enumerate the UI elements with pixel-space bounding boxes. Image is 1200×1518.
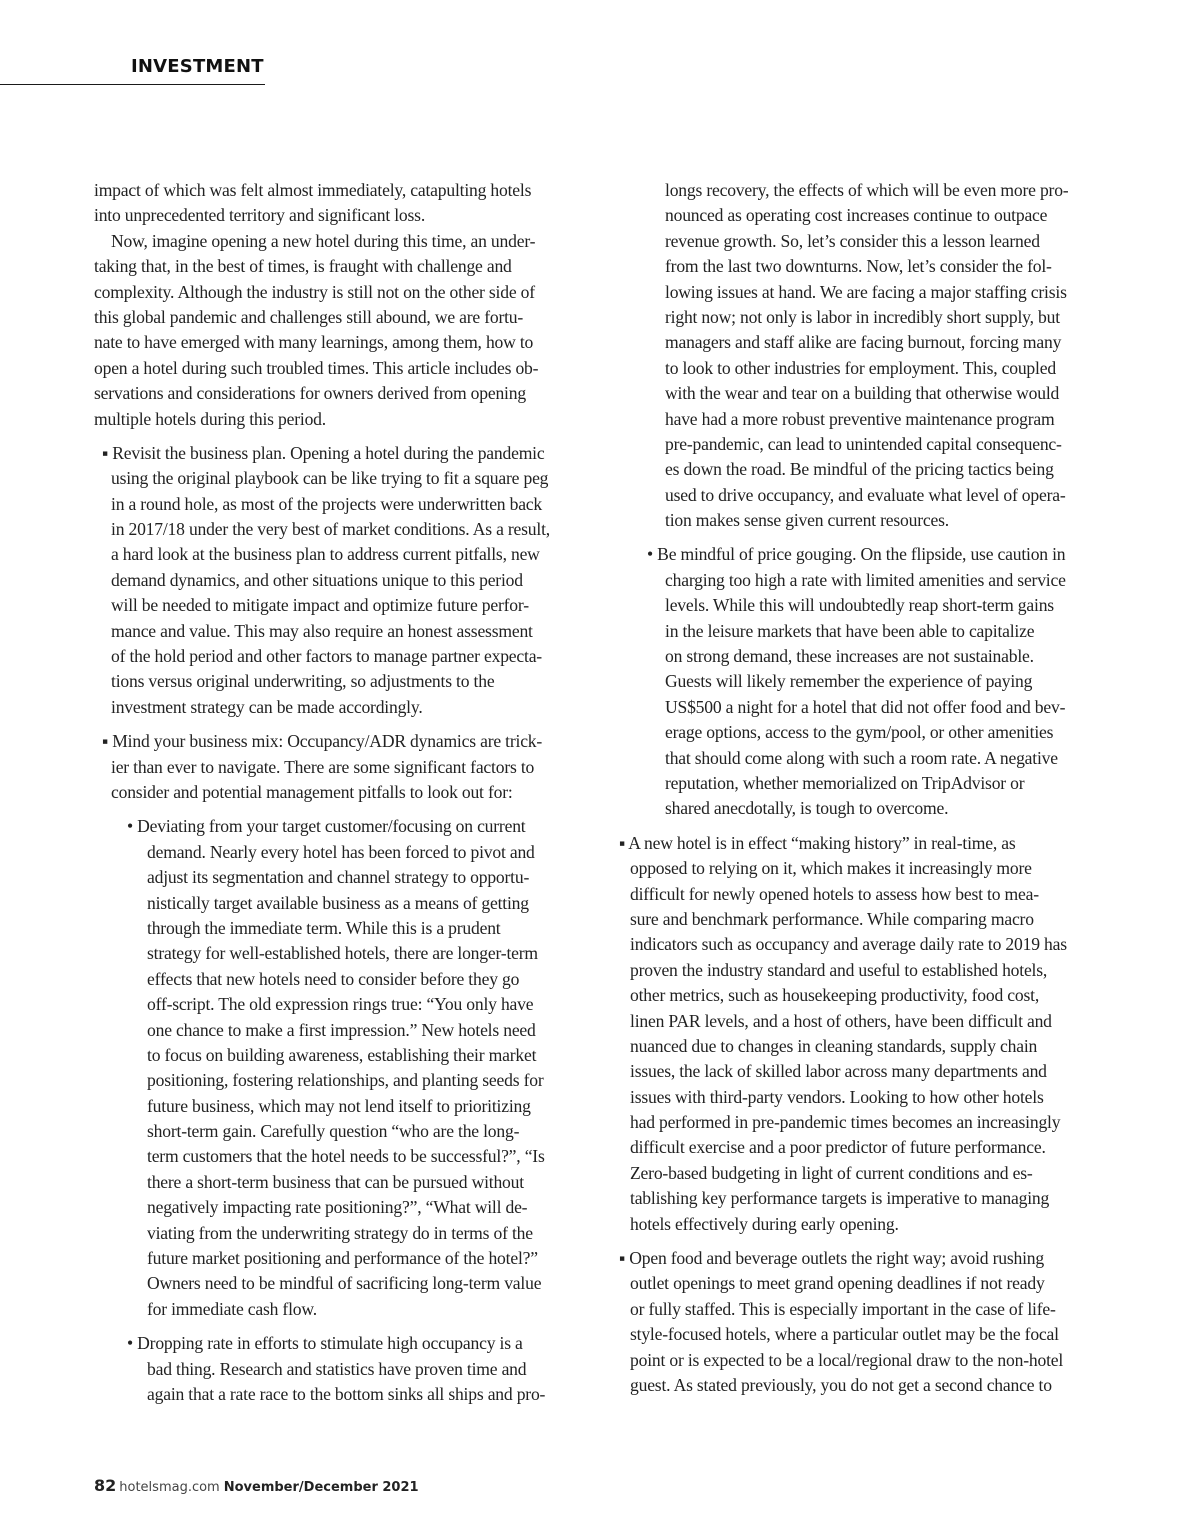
text-line: used to drive occupancy, and evaluate what level of opera- bbox=[665, 484, 1066, 505]
text-line: difficult for newly opened hotels to assess how best to mea- bbox=[630, 883, 1039, 904]
text-line: taking that, in the best of times, is fraught with challenge and bbox=[94, 256, 512, 277]
text-line: lowing issues at hand. We are facing a major staffing crisis bbox=[665, 281, 1067, 302]
text-line: mance and value. This may also require an honest assessment bbox=[111, 620, 533, 641]
text-line: ▪ Mind your business mix: Occupancy/ADR dynamics are trick- bbox=[102, 731, 543, 752]
text-line: or fully staffed. This is especially important in the case of life- bbox=[630, 1298, 1056, 1319]
text-line: effects that new hotels need to consider before they go bbox=[147, 968, 520, 989]
text-line: managers and staff alike are facing burnout, forcing many bbox=[665, 332, 1062, 353]
text-line: future business, which may not lend itself to prioritizing bbox=[147, 1095, 531, 1116]
section-label: INVESTMENT bbox=[131, 56, 264, 77]
text-line: strategy for well-established hotels, there are longer-term bbox=[147, 943, 538, 964]
text-line: for immediate cash flow. bbox=[147, 1298, 317, 1319]
text-line: nuanced due to changes in cleaning standards, supply chain bbox=[630, 1035, 1038, 1056]
text-line: charging too high a rate with limited amenities and service bbox=[665, 569, 1066, 590]
page-footer bbox=[94, 1476, 419, 1495]
text-line: revenue growth. So, let’s consider this a lesson learned bbox=[665, 230, 1040, 251]
text-line: pre-pandemic, can lead to unintended capital consequenc- bbox=[665, 433, 1062, 454]
text-line: linen PAR levels, and a host of others, have been difficult and bbox=[630, 1010, 1052, 1031]
text-line: that should come along with such a room rate. A negative bbox=[665, 747, 1058, 768]
text-line: consider and potential management pitfalls to look out for: bbox=[111, 781, 513, 802]
text-line: Guests will likely remember the experience of paying bbox=[665, 671, 1033, 692]
text-line: multiple hotels during this period. bbox=[94, 408, 326, 429]
text-line: tions versus original underwriting, so adjustments to the bbox=[111, 671, 495, 692]
text-line: ▪ A new hotel is in effect “making history” in real-time, as bbox=[619, 832, 1016, 853]
text-line: US$500 a night for a hotel that did not offer food and bev- bbox=[665, 696, 1066, 717]
text-line: had performed in pre-pandemic times becomes an increasingly bbox=[630, 1112, 1061, 1133]
section-header bbox=[0, 56, 265, 85]
text-line: viating from the underwriting strategy do in terms of the bbox=[147, 1222, 533, 1243]
paragraph-gap bbox=[94, 805, 612, 814]
text-line: open a hotel during such troubled times. This article includes ob- bbox=[94, 357, 539, 378]
text-line: using the original playbook can be like trying to fit a square peg bbox=[111, 468, 549, 489]
text-line: • Deviating from your target customer/focusing on current bbox=[127, 816, 526, 837]
paragraph-gap bbox=[94, 432, 612, 441]
footer-issue: November/December 2021 bbox=[223, 1480, 419, 1495]
text-line: demand. Nearly every hotel has been forced to pivot and bbox=[147, 841, 535, 862]
text-line: short-term gain. Carefully question “who are the long- bbox=[147, 1121, 520, 1142]
text-line: term customers that the hotel needs to be successful?”, “Is bbox=[147, 1146, 545, 1167]
text-line: off-script. The old expression rings true: “You only have bbox=[147, 994, 534, 1015]
text-line: have had a more robust preventive maintenance program bbox=[665, 408, 1055, 429]
text-line: positioning, fostering relationships, and planting seeds for bbox=[147, 1070, 544, 1091]
text-line: style-focused hotels, where a particular outlet may be the focal bbox=[630, 1324, 1059, 1345]
text-line: negatively impacting rate positioning?”, “What will de- bbox=[147, 1197, 528, 1218]
text-line: nounced as operating cost increases continue to outpace bbox=[665, 205, 1048, 226]
footer-site: hotelsmag.com bbox=[119, 1480, 220, 1495]
text-line: levels. While this will undoubtedly reap short-term gains bbox=[665, 595, 1054, 616]
text-line: Zero-based budgeting in light of current conditions and es- bbox=[630, 1162, 1033, 1183]
text-line: • Dropping rate in efforts to stimulate high occupancy is a bbox=[127, 1333, 523, 1354]
text-line: • Be mindful of price gouging. On the flipside, use caution in bbox=[647, 544, 1066, 565]
text-line: indicators such as occupancy and average daily rate to 2019 has bbox=[630, 934, 1067, 955]
text-line: guest. As stated previously, you do not get a second chance to bbox=[630, 1374, 1052, 1395]
text-line: to focus on building awareness, establishing their market bbox=[147, 1044, 537, 1065]
text-line: a hard look at the business plan to address current pitfalls, new bbox=[111, 544, 540, 565]
text-line: there a short-term business that can be pursued without bbox=[147, 1171, 524, 1192]
paragraph-gap bbox=[619, 533, 1109, 542]
paragraph-gap bbox=[94, 1322, 612, 1331]
paragraph-gap bbox=[619, 1237, 1109, 1246]
text-line: difficult exercise and a poor predictor of future performance. bbox=[630, 1137, 1046, 1158]
text-line: issues with third-party vendors. Looking to how other hotels bbox=[630, 1086, 1044, 1107]
text-line: sure and benchmark performance. While comparing macro bbox=[630, 908, 1034, 929]
text-line: ▪ Revisit the business plan. Opening a hotel during the pandemic bbox=[102, 442, 545, 463]
text-line: tablishing key performance targets is imperative to managing bbox=[630, 1188, 1050, 1209]
text-line: outlet openings to meet grand opening deadlines if not ready bbox=[630, 1273, 1045, 1294]
text-line: other metrics, such as housekeeping productivity, food cost, bbox=[630, 985, 1040, 1006]
text-line: proven the industry standard and useful to established hotels, bbox=[630, 959, 1048, 980]
text-line: one chance to make a first impression.” New hotels need bbox=[147, 1019, 536, 1040]
text-line: ier than ever to navigate. There are some significant factors to bbox=[111, 756, 535, 777]
text-line: impact of which was felt almost immediately, catapulting hotels bbox=[94, 180, 532, 200]
text-line: nate to have emerged with many learnings, among them, how to bbox=[94, 332, 534, 353]
text-line: in 2017/18 under the very best of market conditions. As a result, bbox=[111, 519, 550, 540]
text-line: from the last two downturns. Now, let’s consider the fol- bbox=[665, 256, 1052, 277]
text-line: on strong demand, these increases are not sustainable. bbox=[665, 646, 1034, 667]
text-line: of the hold period and other factors to manage partner expecta- bbox=[111, 646, 542, 667]
text-line: opposed to relying on it, which makes it increasingly more bbox=[630, 858, 1032, 879]
text-line: in a round hole, as most of the projects were underwritten back bbox=[111, 493, 543, 514]
page-number: 82 bbox=[94, 1476, 117, 1495]
text-line: ▪ Open food and beverage outlets the right way; avoid rushing bbox=[619, 1248, 1044, 1269]
text-line: this global pandemic and challenges still abound, we are fortu- bbox=[94, 306, 524, 327]
right-column bbox=[619, 178, 1109, 1398]
text-line: bad thing. Research and statistics have proven time and bbox=[147, 1358, 527, 1379]
text-line: Now, imagine opening a new hotel during this time, an under- bbox=[111, 230, 536, 251]
paragraph-gap bbox=[94, 720, 612, 729]
text-line: servations and considerations for owners derived from opening bbox=[94, 383, 526, 404]
text-line: Owners need to be mindful of sacrificing long-term value bbox=[147, 1273, 542, 1294]
text-line: erage options, access to the gym/pool, or other amenities bbox=[665, 722, 1054, 743]
text-line: to look to other industries for employment. This, coupled bbox=[665, 357, 1056, 378]
text-line: through the immediate term. While this is a prudent bbox=[147, 917, 501, 938]
text-line: demand dynamics, and other situations unique to this period bbox=[111, 569, 523, 590]
text-line: adjust its segmentation and channel strategy to opportu- bbox=[147, 867, 530, 888]
text-line: reputation, whether memorialized on TripAdvisor or bbox=[665, 772, 1025, 793]
text-line: future market positioning and performance of the hotel?” bbox=[147, 1248, 538, 1269]
text-line: hotels effectively during early opening. bbox=[630, 1213, 899, 1234]
text-line: nistically target available business as a means of getting bbox=[147, 892, 529, 913]
text-line: issues, the lack of skilled labor across many departments and bbox=[630, 1061, 1047, 1082]
left-column bbox=[94, 178, 612, 1407]
text-line: with the wear and tear on a building that otherwise would bbox=[665, 383, 1060, 404]
text-line: again that a rate race to the bottom sinks all ships and pro- bbox=[147, 1383, 546, 1404]
text-line: into unprecedented territory and significant loss. bbox=[94, 205, 426, 226]
text-line: investment strategy can be made accordingly. bbox=[111, 696, 423, 717]
text-line: tion makes sense given current resources. bbox=[665, 510, 949, 531]
text-line: will be needed to mitigate impact and optimize future perfor- bbox=[111, 595, 529, 616]
text-line: longs recovery, the effects of which will be even more pro- bbox=[665, 180, 1069, 200]
paragraph-gap bbox=[619, 822, 1109, 831]
text-line: point or is expected to be a local/regional draw to the non-hotel bbox=[630, 1349, 1064, 1370]
text-line: shared anecdotally, is tough to overcome. bbox=[665, 798, 949, 819]
text-line: es down the road. Be mindful of the pricing tactics being bbox=[665, 459, 1054, 480]
text-line: right now; not only is labor in incredibly short supply, but bbox=[665, 306, 1060, 327]
text-line: in the leisure markets that have been able to capitalize bbox=[665, 620, 1035, 641]
text-line: complexity. Although the industry is still not on the other side of bbox=[94, 281, 535, 302]
